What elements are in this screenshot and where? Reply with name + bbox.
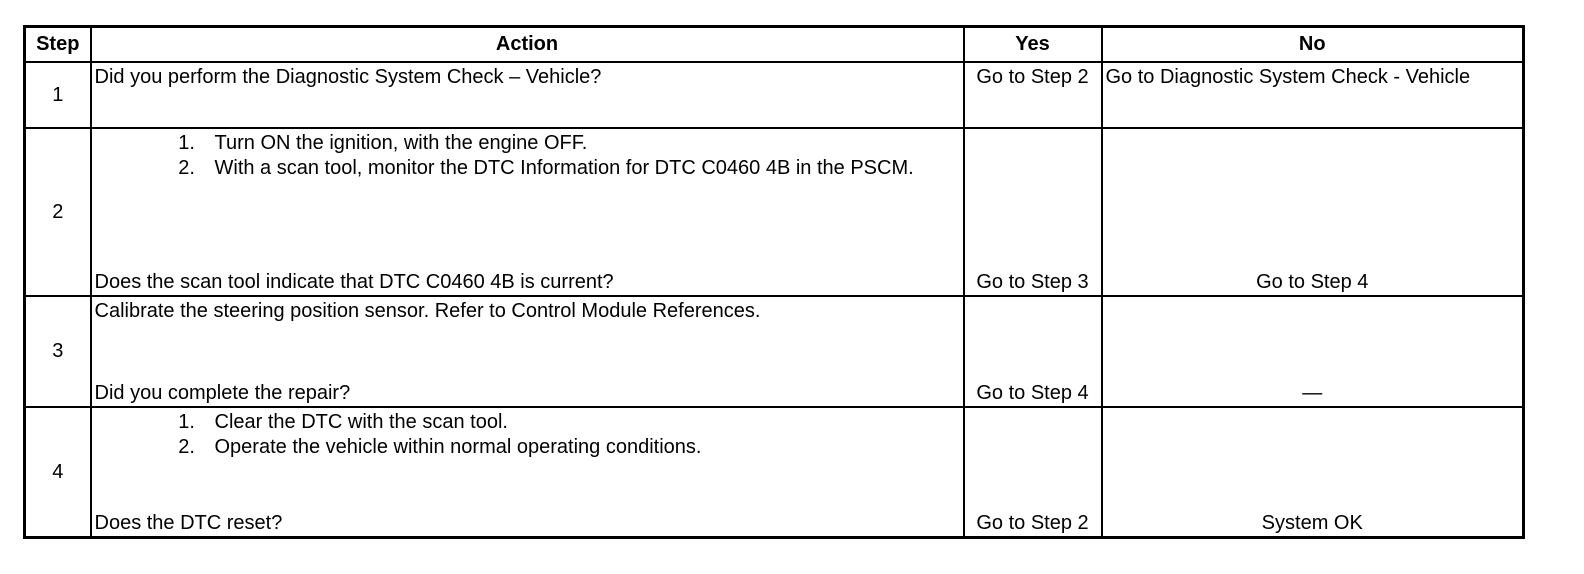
yes-result: Go to Step 2 bbox=[964, 62, 1102, 128]
yes-result: Go to Step 2 bbox=[964, 407, 1102, 538]
procedure-list bbox=[95, 131, 960, 181]
procedure-list bbox=[95, 410, 960, 460]
no-result: System OK bbox=[1102, 407, 1524, 538]
step-number: 1 bbox=[25, 62, 91, 128]
header-yes: Yes bbox=[964, 27, 1102, 63]
step-number: 4 bbox=[25, 407, 91, 538]
action-cell bbox=[91, 407, 964, 538]
yes-result: Go to Step 3 bbox=[964, 128, 1102, 296]
header-action: Action bbox=[91, 27, 964, 63]
step-number: 3 bbox=[25, 296, 91, 407]
procedure-item: 2. Operate the vehicle within normal operating conditions. bbox=[201, 435, 960, 460]
action-question: Does the DTC reset? bbox=[94, 512, 283, 534]
action-question: Does the scan tool indicate that DTC C0460 4B is current? bbox=[94, 271, 614, 293]
procedure-item: 1. Clear the DTC with the scan tool. bbox=[201, 410, 960, 435]
action-cell bbox=[91, 128, 964, 296]
procedure-item: 2. With a scan tool, monitor the DTC Information for DTC C0460 4B in the PSCM. bbox=[201, 156, 960, 181]
header-step: Step bbox=[25, 27, 91, 63]
header-row bbox=[25, 27, 1524, 63]
action-text: Did you perform the Diagnostic System Check – Vehicle? bbox=[91, 62, 964, 128]
procedure-item: 1. Turn ON the ignition, with the engine OFF. bbox=[201, 131, 960, 156]
table-row bbox=[25, 296, 1524, 407]
yes-result: Go to Step 4 bbox=[964, 296, 1102, 407]
step-number: 2 bbox=[25, 128, 91, 296]
action-question: Did you complete the repair? bbox=[94, 382, 351, 404]
table-row bbox=[25, 128, 1524, 296]
header-no: No bbox=[1102, 27, 1524, 63]
action-text: Calibrate the steering position sensor. Refer to Control Module References. bbox=[94, 300, 761, 322]
diagnostic-table bbox=[23, 25, 1525, 539]
no-result: Go to Step 4 bbox=[1102, 128, 1524, 296]
no-result: — bbox=[1102, 296, 1524, 407]
action-cell bbox=[91, 296, 964, 407]
table-row bbox=[25, 62, 1524, 128]
table-row bbox=[25, 407, 1524, 538]
no-result: Go to Diagnostic System Check - Vehicle bbox=[1102, 62, 1524, 128]
